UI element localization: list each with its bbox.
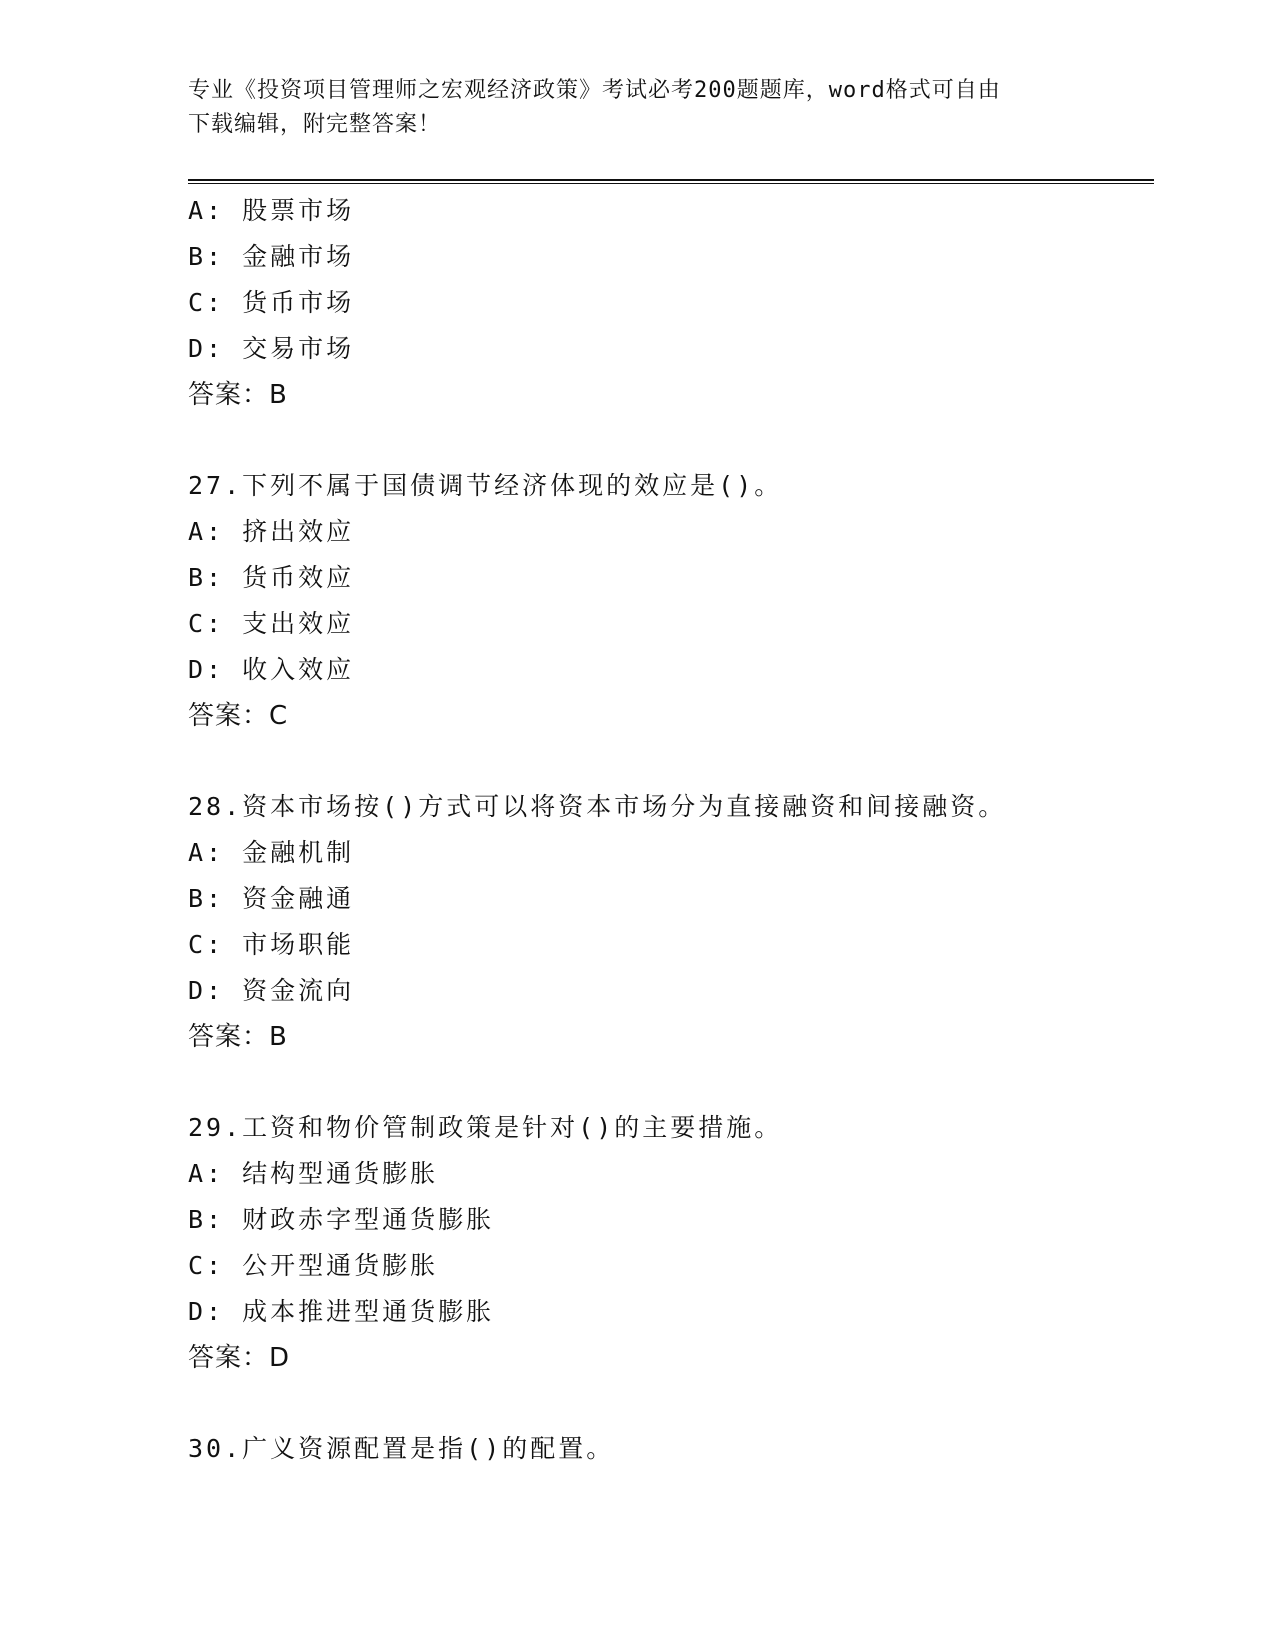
question-text: 29.工资和物价管制政策是针对()的主要措施。 — [188, 1113, 783, 1142]
answer: 答案：B — [188, 1022, 288, 1052]
question-28 — [188, 784, 1148, 1060]
option-c: C: 市场职能 — [188, 930, 355, 959]
option-a: A: 结构型通货膨胀 — [188, 1159, 439, 1188]
question-27 — [188, 463, 1148, 739]
header-line-1: 专业《投资项目管理师之宏观经济政策》考试必考200题题库，word格式可自由 — [188, 78, 1001, 103]
option-d: D: 资金流向 — [188, 976, 355, 1005]
answer: 答案：B — [188, 380, 288, 410]
option-d: D: 成本推进型通货膨胀 — [188, 1297, 495, 1326]
question-26 — [188, 188, 1148, 418]
option-a: A: 金融机制 — [188, 838, 355, 867]
question-text: 28.资本市场按()方式可以将资本市场分为直接融资和间接融资。 — [188, 792, 1007, 821]
answer: 答案：D — [188, 1343, 291, 1373]
header-line-2: 下载编辑，附完整答案！ — [188, 112, 442, 137]
option-b: B: 金融市场 — [188, 242, 355, 271]
answer: 答案：C — [188, 701, 289, 731]
question-text: 30.广义资源配置是指()的配置。 — [188, 1434, 615, 1463]
spacer — [188, 418, 1148, 463]
option-c: C: 支出效应 — [188, 609, 355, 638]
spacer — [188, 1381, 1148, 1426]
option-b: B: 货币效应 — [188, 563, 355, 592]
question-text: 27.下列不属于国债调节经济体现的效应是()。 — [188, 471, 783, 500]
option-c: C: 公开型通货膨胀 — [188, 1251, 439, 1280]
question-29 — [188, 1105, 1148, 1381]
document-header — [188, 74, 1068, 142]
option-a: A: 挤出效应 — [188, 517, 355, 546]
option-d: D: 交易市场 — [188, 334, 355, 363]
question-list — [188, 188, 1148, 1472]
option-b: B: 资金融通 — [188, 884, 355, 913]
option-d: D: 收入效应 — [188, 655, 355, 684]
question-30 — [188, 1426, 1148, 1472]
option-a: A: 股票市场 — [188, 196, 355, 225]
spacer — [188, 1060, 1148, 1105]
option-b: B: 财政赤字型通货膨胀 — [188, 1205, 495, 1234]
header-divider — [188, 179, 1154, 184]
spacer — [188, 739, 1148, 784]
option-c: C: 货币市场 — [188, 288, 355, 317]
